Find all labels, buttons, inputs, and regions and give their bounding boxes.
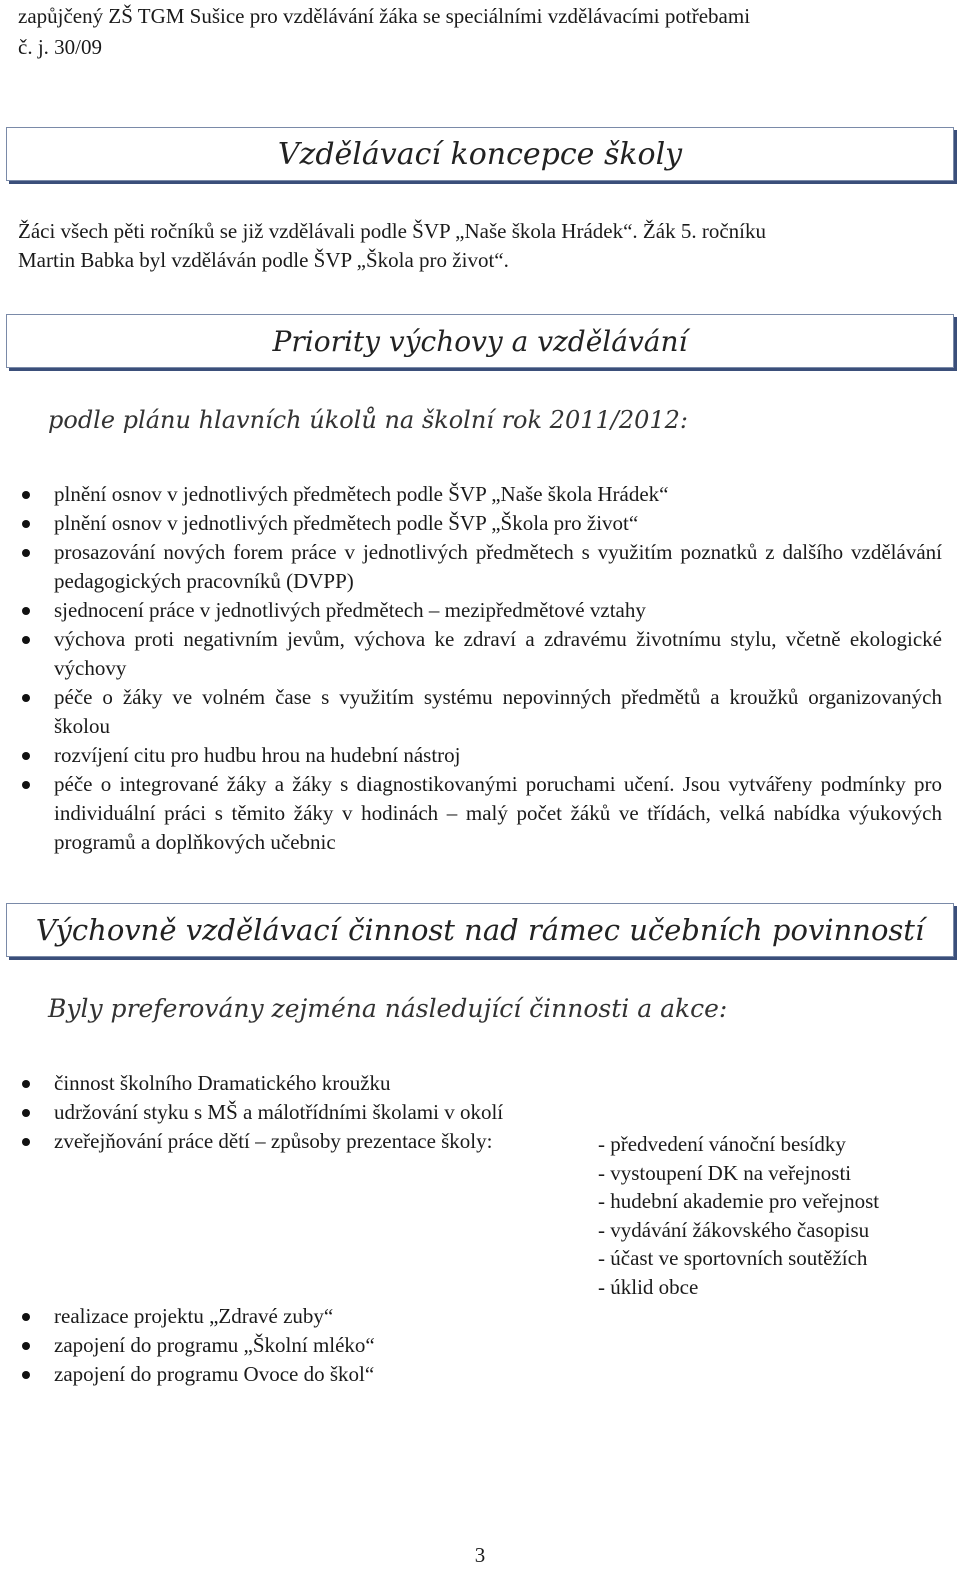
list-item: péče o žáky ve volném čase s využitím systému nepovinných předmětů a kroužků organizovaných školou: [18, 683, 942, 741]
list-item: realizace projektu „Zdravé zuby“: [18, 1302, 942, 1331]
section-subtitle: podle plánu hlavních úkolů na školní rok 2011/2012:: [48, 406, 689, 434]
list-item: výchova proti negativním jevům, výchova ke zdraví a zdravému životnímu stylu, včetně ekologické výchovy: [18, 625, 942, 683]
section-title-box: [6, 127, 954, 181]
list-item: sjednocení práce v jednotlivých předmětech – mezipředmětové vztahy: [18, 596, 942, 625]
sublist-item: - předvedení vánoční besídky: [598, 1132, 846, 1156]
section-title-box: [6, 903, 954, 957]
list-item: rozvíjení citu pro hudbu hrou na hudební nástroj: [18, 741, 942, 770]
paragraph-line: Žáci všech pěti ročníků se již vzdělávali podle ŠVP „Naše škola Hrádek“. Žák 5. ročníku: [18, 219, 766, 243]
list-item: udržování styku s MŠ a málotřídními školami v okolí: [18, 1098, 942, 1127]
list-item: plnění osnov v jednotlivých předmětech podle ŠVP „Škola pro život“: [18, 509, 942, 538]
presentation-sublist: [598, 1130, 879, 1301]
list-item: činnost školního Dramatického kroužku: [18, 1069, 942, 1098]
header-line-2: č. j. 30/09: [18, 35, 102, 59]
page-number: 3: [474, 1543, 486, 1567]
sublist-item: - vydávání žákovského časopisu: [598, 1217, 870, 1242]
header-line-1: zapůjčený ZŠ TGM Sušice pro vzdělávání žáka se speciálními vzdělávacími potřebami: [18, 4, 751, 28]
sublist-item: - úklid obce: [598, 1274, 699, 1299]
section-title: Priority výchovy a vzdělávání: [272, 324, 688, 358]
section-title: Výchovně vzdělávací činnost nad rámec učebních povinností: [35, 913, 925, 947]
list-item: zapojení do programu Ovoce do škol“: [18, 1360, 942, 1389]
activity-list-continued: [18, 1302, 942, 1389]
list-item: péče o integrované žáky a žáky s diagnostikovanými poruchami učení. Jsou vytvářeny podmínky pro individuální práci s těmito žáky v hodinách – malý počet žáků ve třídách, velká nabídka výukových programů a doplňkových učebnic: [18, 770, 942, 857]
list-item: zapojení do programu „Školní mléko“: [18, 1331, 942, 1360]
sublist-item: - vystoupení DK na veřejnosti: [598, 1160, 852, 1185]
section-title-box: [6, 314, 954, 368]
section-subtitle: Byly preferovány zejména následující činnosti a akce:: [48, 994, 728, 1023]
list-item: zveřejňování práce dětí – způsoby prezentace školy:: [18, 1127, 942, 1156]
paragraph-line: Martin Babka byl vzděláván podle ŠVP „Škola pro život“.: [18, 248, 509, 272]
sublist-item: - účast ve sportovních soutěžích: [598, 1246, 868, 1270]
list-item: prosazování nových forem práce v jednotlivých předmětech s využitím poznatků z dalšího vzdělávání pedagogických pracovníků (DVPP): [18, 538, 942, 596]
priority-list: [18, 480, 942, 857]
sublist-item: - hudební akademie pro veřejnost: [598, 1189, 880, 1213]
section-title: Vzdělávací koncepce školy: [277, 136, 683, 172]
list-item: plnění osnov v jednotlivých předmětech podle ŠVP „Naše škola Hrádek“: [18, 480, 942, 509]
